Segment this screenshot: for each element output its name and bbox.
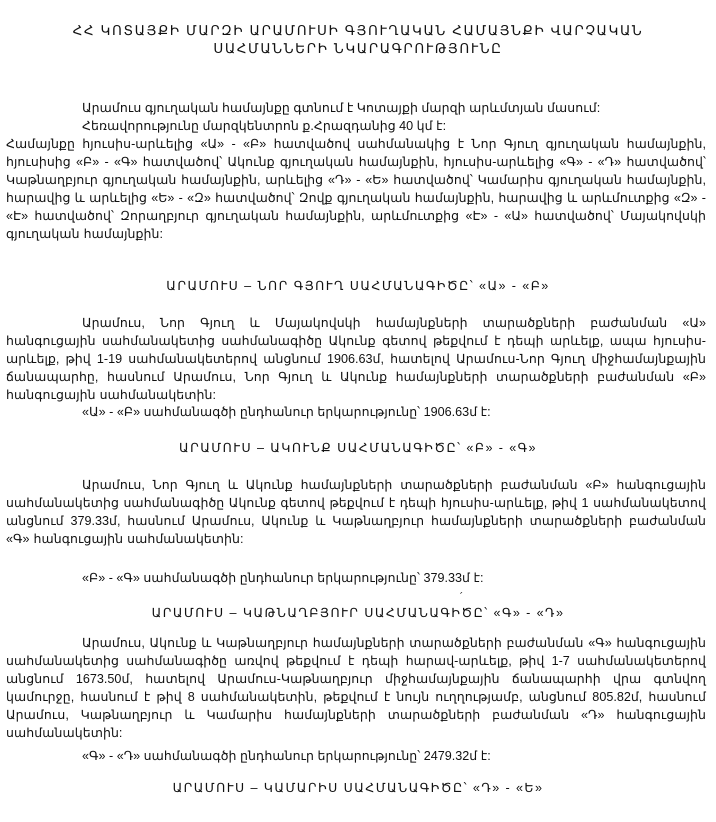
section-body-b-g: Արամուս, Նոր Գյուղ և Ակունք համայնքների տարածքների բաժանման «Բ» հանգուցային սահմանակետից սահմանագիծը Ակունք գետով թեքվում է դեպի հյուսիս-արևելք, թիվ 1 սահմանակետով անցնում 379.33մ, հասնում Արամուս, Ակունք և Կաթնաղբյուր համայնքների տարածքների բաժանման «Գ» հանգուցային սահմանակետին: bbox=[6, 478, 706, 547]
intro-distance: Հեռավորությունը մարզկենտրոն ք.Հրազդանից 40 կմ է: bbox=[82, 119, 447, 133]
section-length-a-b: «Ա» - «Բ» սահմանագծի ընդհանուր երկարությունը՝ 1906.63մ է: bbox=[82, 405, 491, 419]
section-length-g-d: «Գ» - «Դ» սահմանագծի ընդհանուր երկարությունը՝ 2479.32մ է: bbox=[82, 749, 491, 763]
section-body-a-b: Արամուս, Նոր Գյուղ և Մայակովսկի համայնքների տարածքների բաժանման «Ա» հանգուցային սահմանակետից սահմանագիծը Ակունք գետով թեքվում է դեպի արևելք, ապա հյուսիս-արևելք, թիվ 1-19 սահմանակետերով անցնում 1906.63մ, հատելով Արամուս-Նոր Գյուղ միջհամայնքային ճանապարհը, հասնում Արամուս, Նոր Գյուղ և Ակունք համայնքների տարածքների բաժանման «Բ» հանգուցային սահմանակետին: bbox=[6, 316, 706, 403]
stray-mark: ՛ bbox=[460, 592, 463, 603]
intro-location: Արամուս գյուղական համայնքը գտնում է Կոտայքի մարզի արևմտյան մասում: bbox=[82, 101, 601, 115]
section-heading-g-d: ԱՐԱՄՈՒՍ – ԿԱԹՆԱՂԲՅՈՒՐ ՍԱՀՄԱՆԱԳԻԾԸ՝ «Գ» - «Դ» bbox=[151, 606, 565, 620]
section-body-g-d: Արամուս, Ակունք և Կաթնաղբյուր համայնքների տարածքների բաժանման «Գ» հանգուցային սահմանակետից սահմանագիծը առվով թեքվում է դեպի հարավ-արևելք, թիվ 1-7 սահմանակետերով անցնում 1673.50մ, հատելով Արամուս-Կաթնաղբյուր միջհամայնքային ճանապարհի վրա գտնվող կամուրջը, հասնում է թիվ 8 սահմանակետին, թեքվում է նույն ուղղությամբ, անցնում 805.82մ, հասնում Արամուս, Կաթնաղբյուր և Կամարիս համայնքների տարածքների բաժանման «Դ» հանգուցային սահմանակետին: bbox=[6, 636, 706, 741]
section-heading-d-e: ԱՐԱՄՈՒՍ – ԿԱՄԱՐԻՍ ՍԱՀՄԱՆԱԳԻԾԸ՝ «Դ» - «Ե» bbox=[172, 781, 544, 795]
document-title-line-1: ՀՀ ԿՈՏԱՅՔԻ ՄԱՐԶԻ ԱՐԱՄՈՒՍԻ ԳՅՈՒՂԱԿԱՆ ՀԱՄԱՅՆՔԻ ՎԱՐՉԱԿԱՆ bbox=[72, 23, 644, 38]
section-heading-b-g: ԱՐԱՄՈՒՍ – ԱԿՈՒՆՔ ՍԱՀՄԱՆԱԳԻԾԸ՝ «Բ» - «Գ» bbox=[179, 441, 537, 455]
section-length-b-g: «Բ» - «Գ» սահմանագծի ընդհանուր երկարությունը՝ 379.33մ է: bbox=[82, 571, 484, 585]
intro-boundaries-paragraph: Համայնքը հյուսիս-արևելից «Ա» - «Բ» հատվածով սահմանակից է Նոր Գյուղ գյուղական համայնքին, հյուսիսից «Բ» - «Գ» հատվածով՝ Ակունք գյուղական համայնքին, հյուսիս-արևելից «Գ» - «Դ» հատվածով՝ Կաթնաղբյուր գյուղական համայնքին, արևելից «Դ» - «Ե» հատվածով՝ Կամարիս գյուղական համայնքին, հարավից և արևելից «Ե» - «Զ» հատվածով՝ Զովք գյուղական համայնքին, հարավից և արևմուտքից «Զ» - «Է» հատվածով՝ Զորաղբյուր գյուղական համայնքին, արևմուտքից «Է» - «Ա» հատվածով՝ Մայակովսկի գյուղական համայնքին: bbox=[6, 137, 706, 242]
section-heading-a-b: ԱՐԱՄՈՒՍ – ՆՈՐ ԳՅՈՒՂ ՍԱՀՄԱՆԱԳԻԾԸ՝ «Ա» - «Բ» bbox=[166, 279, 550, 293]
document-title-line-2: ՍԱՀՄԱՆՆԵՐԻ ՆԿԱՐԱԳՐՈՒԹՅՈՒՆԸ bbox=[213, 41, 503, 56]
